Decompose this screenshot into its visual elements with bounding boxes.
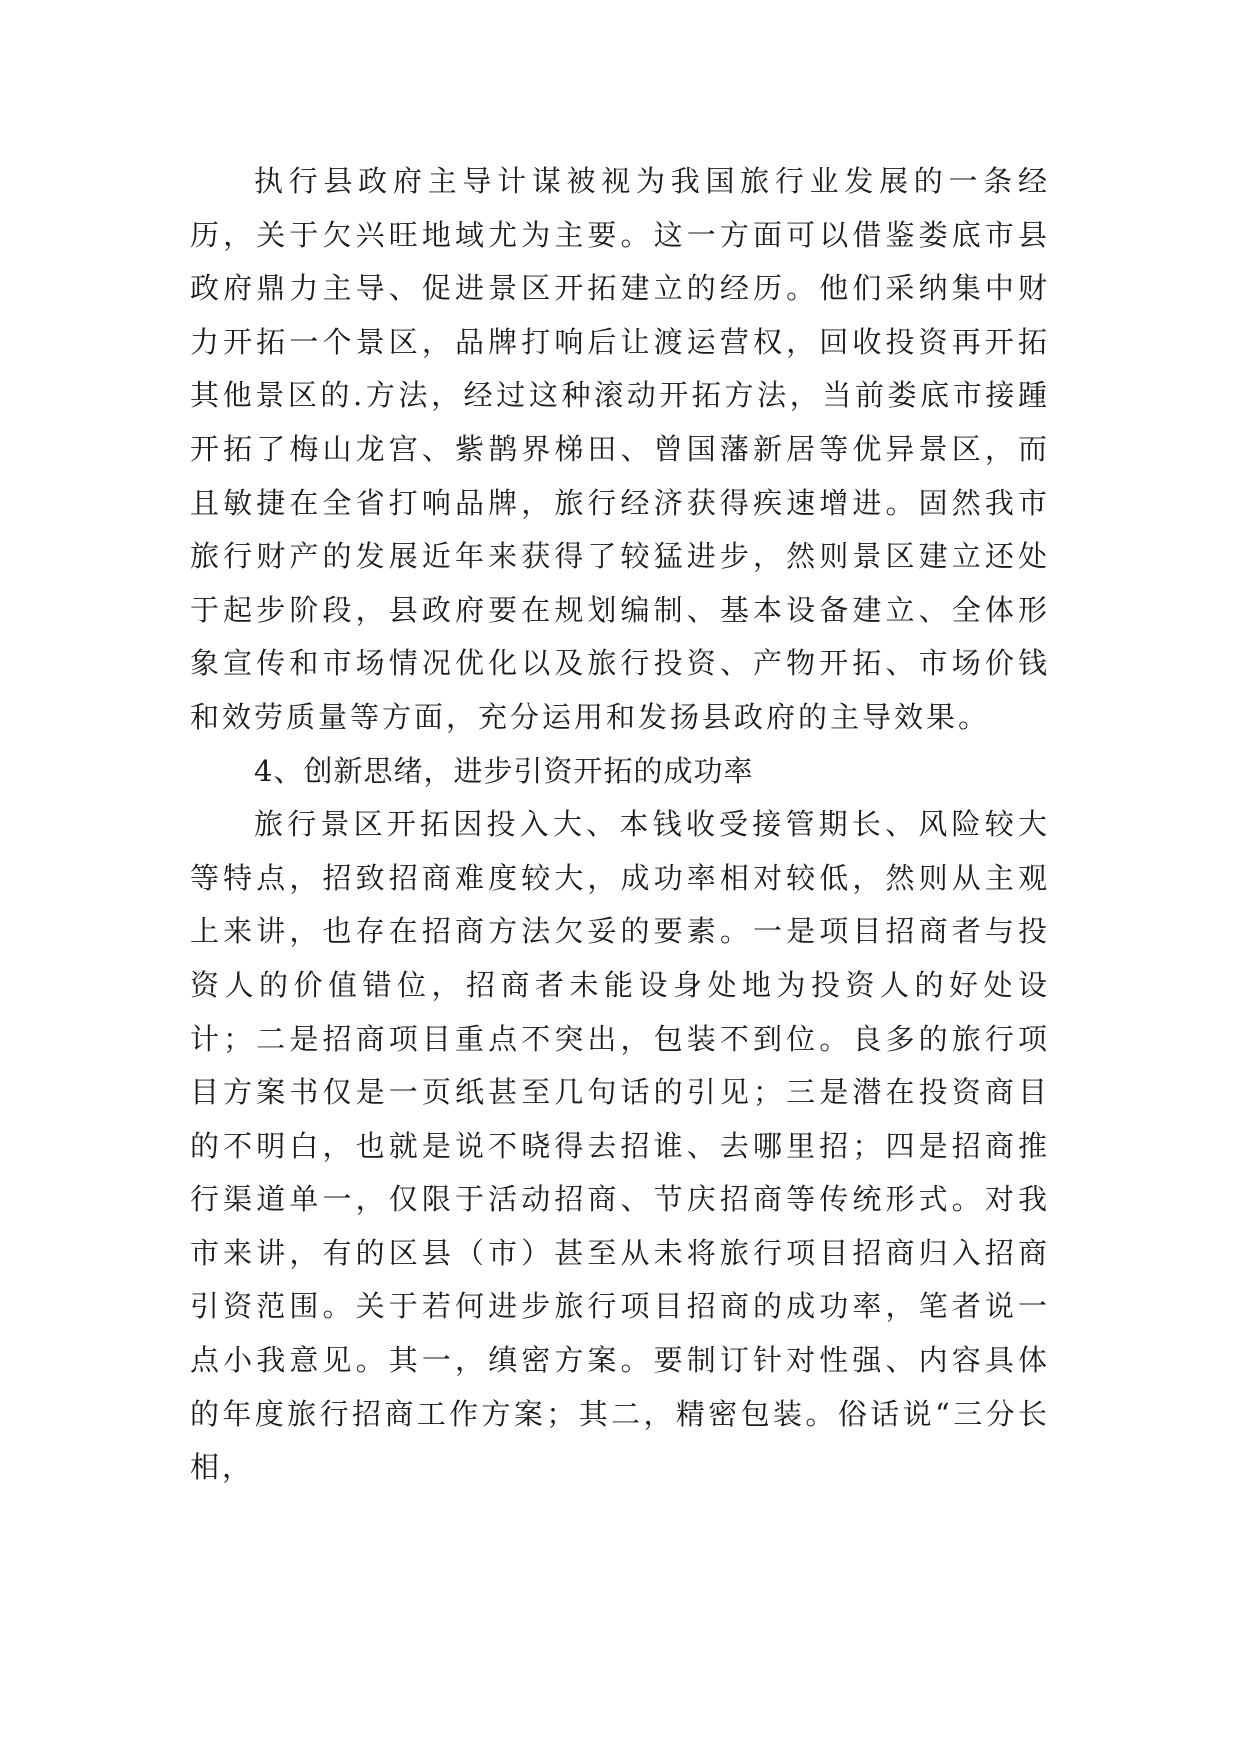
section-heading-innovation: 4、创新思绪，进步引资开拓的成功率 <box>254 753 754 788</box>
paragraph-investment-attraction: 旅行景区开拓因投入大、本钱收受接管期长、风险较大等特点，招致招商难度较大，成功率相对较低，然则从主观上来讲，也存在招商方法欠妥的要素。一是项目招商者与投资人的价值错位，招商者未能设身处地为投资人的好处设计；二是招商项目重点不突出，包装不到位。良多的旅行项目方案书仅是一页纸甚至几句话的引见；三是潜在投资商目的不明白，也就是说不晓得去招谁、去哪里招；四是招商推行渠道单一，仅限于活动招商、节庆招商等传统形式。对我市来讲，有的区县（市）甚至从未将旅行项目招商归入招商引资范围。关于若何进步旅行项目招商的成功率，笔者说一点小我意见。其一，缜密方案。要制订针对性强、内容具体的年度旅行招商工作方案；其二，精密包装。俗话说“三分长相， <box>190 807 1050 1485</box>
document-body <box>190 155 1050 1495</box>
paragraph-government-leadership: 执行县政府主导计谋被视为我国旅行业发展的一条经历，关于欠兴旺地域尤为主要。这一方面可以借鉴娄底市县政府鼎力主导、促进景区开拓建立的经历。他们采纳集中财力开拓一个景区，品牌打响后让渡运营权，回收投资再开拓其他景区的.方法，经过这种滚动开拓方法，当前娄底市接踵开拓了梅山龙宫、紫鹊界梯田、曾国藩新居等优异景区，而且敏捷在全省打响品牌，旅行经济获得疾速增进。固然我市旅行财产的发展近年来获得了较猛进步，然则景区建立还处于起步阶段，县政府要在规划编制、基本设备建立、全体形象宣传和市场情况优化以及旅行投资、产物开拓、市场价钱和效劳质量等方面，充分运用和发扬县政府的主导效果。 <box>190 164 1050 734</box>
